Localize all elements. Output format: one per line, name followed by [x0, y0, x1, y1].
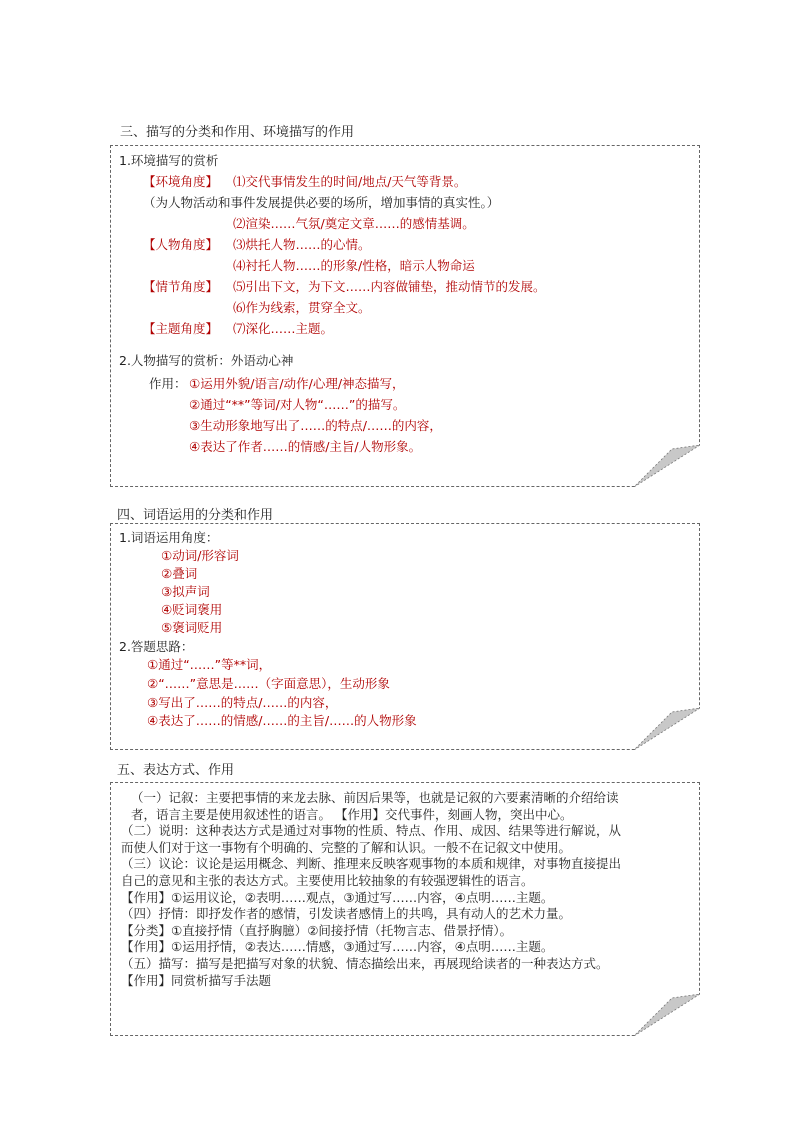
argument-line-1: （三）议论：议论是运用概念、判断、推理来反映客观事物的本质和规律，对事物直接提出 [121, 856, 622, 872]
char-point-4: ⑷衬托人物……的形象/性格，暗示人物命运 [233, 258, 475, 273]
lyric-function: 【作用】①运用抒情，②表达……情感，③通过写……内容，④点明……主题。 [121, 939, 554, 955]
answer-idea-3: ③写出了……的特点/……的内容， [147, 695, 338, 710]
plot-point-6: ⑹作为线索，贯穿全文。 [233, 300, 371, 315]
description-function: 【作用】同赏析描写手法题 [121, 972, 272, 988]
narration-line-2: 者，语言主要是使用叙述性的语言。 【作用】交代事件，刻画人物，突出中心。 [131, 806, 573, 822]
description-line: （五）描写：描写是把描写对象的状貌、情态描绘出来，再展现给读者的一种表达方式。 [121, 955, 609, 971]
explanation-line-1: （二）说明：这种表达方式是通过对事物的性质、特点、作用、成因、结果等进行解说，从 [121, 823, 622, 839]
explanation-line-2: 而使人们对于这一事物有个明确的、完整的了解和认识。一般不在记叙文中使用。 [121, 839, 572, 855]
char-angle-tag: 【人物角度】 [143, 237, 219, 252]
char-point-3: ⑶烘托人物……的心情。 [233, 237, 371, 252]
page-fold-corner-icon [634, 994, 700, 1036]
env-note: （为人物活动和事件发展提供必要的场所，增加事情的真实性。） [143, 195, 500, 210]
word-angle-4: ④贬词褒用 [161, 602, 223, 617]
word-angle-1: ①动词/形容词 [161, 548, 239, 563]
word-angle-5: ⑤褒词贬用 [161, 620, 223, 635]
env-description-title: 1.环境描写的赏析 [119, 153, 219, 168]
answer-idea-1: ①通过“……”等**词， [147, 657, 272, 672]
env-point-1: ⑴交代事情发生的时间/地点/天气等背景。 [233, 174, 467, 189]
section-3-box [110, 145, 700, 487]
page-fold-corner-icon [634, 708, 700, 750]
section-4-box [110, 523, 700, 750]
theme-point-7: ⑺深化……主题。 [233, 321, 334, 336]
answer-idea-4: ④表达了……的情感/……的主旨/……的人物形象 [147, 713, 417, 728]
answer-idea-2: ②“……”意思是……（字面意思），生动形象 [147, 676, 390, 691]
narration-line-1: （一）记叙：主要把事情的来龙去脉、前因后果等，也就是记叙的六要素清晰的介绍给读 [131, 790, 619, 805]
expression-methods-text [121, 790, 693, 989]
env-point-2: ⑵渲染……气氛/奠定文章……的感情基调。 [233, 216, 475, 231]
plot-point-5: ⑸引出下文，为下文……内容做铺垫，推动情节的发展。 [233, 279, 546, 294]
word-use-angle-title: 1.词语运用角度： [119, 530, 219, 545]
function-label: 作用： [149, 376, 187, 391]
argument-line-2: 自己的意见和主张的表达方式。主要使用比较抽象的有较强逻辑性的语言。 [121, 872, 534, 888]
page-fold-corner-icon [634, 445, 700, 487]
character-function-4: ④表达了作者……的情感/主旨/人物形象。 [189, 439, 422, 454]
word-angle-2: ②叠词 [161, 566, 198, 581]
word-angle-3: ③拟声词 [161, 584, 210, 599]
section-4-heading: 四、词语运用的分类和作用 [117, 508, 274, 523]
theme-angle-tag: 【主题角度】 [143, 321, 219, 336]
lyric-line: （四）抒情：即抒发作者的感情，引发读者感情上的共鸣，具有动人的艺术力量。 [121, 906, 572, 922]
env-angle-tag: 【环境角度】 [143, 174, 219, 189]
section-5-box [110, 782, 700, 1036]
plot-angle-tag: 【情节角度】 [143, 279, 219, 294]
section-3-heading: 三、描写的分类和作用、环境描写的作用 [120, 125, 355, 140]
character-function-3: ③生动形象地写出了……的特点/……的内容， [189, 418, 442, 433]
lyric-category: 【分类】①直接抒情（直抒胸臆）②间接抒情（托物言志、借景抒情）。 [121, 922, 513, 938]
character-function-1: ①运用外貌/语言/动作/心理/神态描写， [189, 376, 405, 391]
section-5-heading: 五、表达方式、作用 [117, 763, 235, 778]
character-function-2: ②通过“**”等词/对人物“……”的描写。 [189, 397, 406, 412]
argument-function: 【作用】①运用议论，②表明……观点，③通过写……内容，④点明……主题。 [121, 889, 554, 905]
answer-idea-title: 2.答题思路： [119, 639, 194, 654]
character-description-title: 2.人物描写的赏析：外语动心神 [119, 353, 294, 368]
